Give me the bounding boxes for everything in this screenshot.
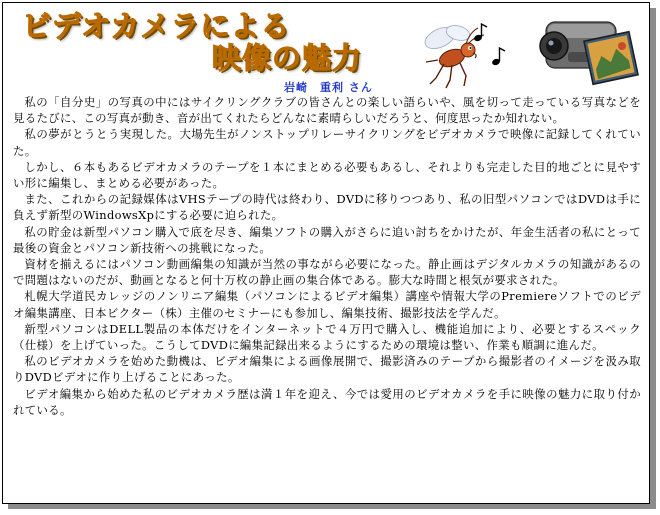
paragraph: 資材を揃えるにはパソコン動画編集の知識が当然の事ながら必要になった。静止画はデジタルカメラの知識があるので問題はないのだが、動画となると何十万枚の静止画の集合体である。膨大な時間と根気が要求された。: [13, 257, 641, 288]
paragraph: 私の「自分史」の写真の中にはサイクリングクラブの皆さんとの楽しい語らいや、風を切って走っている写真などを見るたびに、この写真が動き、音が出てくれたらどんなに素晴らしいだろうと、何度思ったか知れない。: [13, 95, 641, 126]
paragraph: 私の貯金は新型パソコン購入で底を尽き、編集ソフトの購入がさらに追い討ちをかけたが、年金生活者の私にとって最後の資金とパソコン新技術への挑戦になった。: [13, 224, 641, 255]
title-line-1: ビデオカメラによる: [22, 9, 291, 43]
title-line-2: 映像の魅力: [212, 41, 363, 75]
video-camera-icon: [528, 10, 640, 92]
paragraph: 私の夢がとうとう実現した。大場先生がノンストップリレーサイクリングをビデオカメラで映像に記録してくれていた。: [13, 127, 641, 158]
paragraph: 札幌大学道民カレッジのノンリニア編集（パソコンによるビデオ編集）講座や情報大学のPremiereソフトでのビデオ編集講座、日本ビクター（株）主催のセミナーにも参加し、編集技術、撮影技法を学んだ。: [13, 289, 641, 320]
music-notes-icon: [470, 22, 510, 68]
paragraph: また、これからの記録媒体はVHSテープの時代は終わり、DVDに移りつつあり、私の旧型パソコンではDVDは手に負えず新型のWindowsXpにする必要に迫られた。: [13, 192, 641, 223]
author-name: 岩崎 重利 さん: [284, 81, 373, 94]
frame-shadow-right: [650, 8, 656, 506]
article-body: [13, 94, 641, 418]
paragraph: ビデオ編集から始めた私のビデオカメラ歴は満１年を迎え、今では愛用のビデオカメラを手に映像の魅力に取り付かれている。: [13, 386, 641, 417]
paragraph: 新型パソコンはDELL製品の本体だけをインターネットで４万円で購入し、機能追加により、必要とするスペック（仕様）を上げていった。こうしてDVDに編集記録出来るようにするための環境は整い、作業も順調に進んだ。: [13, 321, 641, 353]
paragraph: しかし、６本もあるビデオカメラのテープを１本にまとめる必要もあるし、それよりも完走した目的地ごとに見やすい形に編集し、まとめる必要があった。: [13, 159, 641, 191]
paragraph: 私のビデオカメラを始めた動機は、ビデオ編集による画像展開で、撮影済みのテープから撮影者のイメージを汲み取りDVDビデオに作り上げることにあった。: [13, 354, 641, 385]
